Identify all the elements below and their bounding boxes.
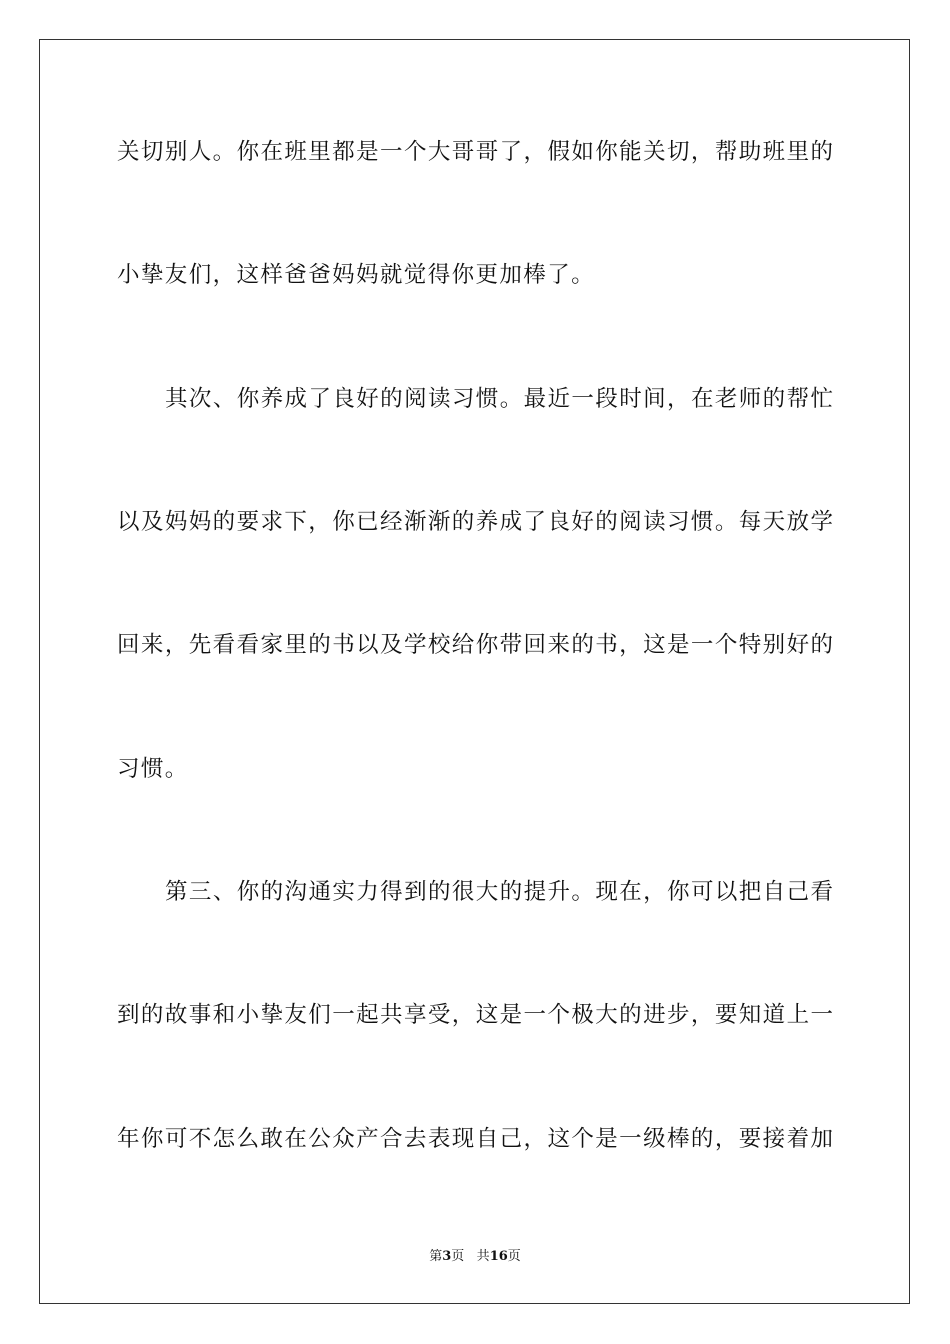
footer-total-suffix: 页 — [507, 1249, 521, 1264]
page-frame — [39, 39, 910, 1304]
footer-total-pages: 16 — [489, 1249, 508, 1264]
text-line-2: 小挚友们，这样爸爸妈妈就觉得你更加棒了。 — [117, 262, 596, 288]
footer-total-prefix: 共 — [476, 1249, 490, 1264]
text-line-7: 第三、你的沟通实力得到的很大的提升。现在，你可以把自己看 — [165, 879, 833, 905]
footer-prefix: 第 — [429, 1249, 443, 1264]
text-line-9: 年你可不怎么敢在公众产合去表现自己，这个是一级棒的，要接着加 — [117, 1126, 833, 1152]
text-line-3: 其次、你养成了良好的阅读习惯。最近一段时间，在老师的帮忙 — [165, 386, 833, 412]
footer-page-number: 3 — [442, 1249, 452, 1264]
text-line-4: 以及妈妈的要求下，你已经渐渐的养成了良好的阅读习惯。每天放学 — [117, 509, 833, 535]
text-line-5: 回来，先看看家里的书以及学校给你带回来的书，这是一个特别好的 — [117, 632, 833, 658]
text-line-8: 到的故事和小挚友们一起共享受，这是一个极大的进步，要知道上一 — [117, 1002, 833, 1028]
page-footer — [0, 1248, 950, 1266]
footer-page-suffix: 页 — [451, 1249, 465, 1264]
text-line-1: 关切别人。你在班里都是一个大哥哥了，假如你能关切，帮助班里的 — [117, 139, 833, 165]
text-line-6: 习惯。 — [117, 756, 189, 782]
